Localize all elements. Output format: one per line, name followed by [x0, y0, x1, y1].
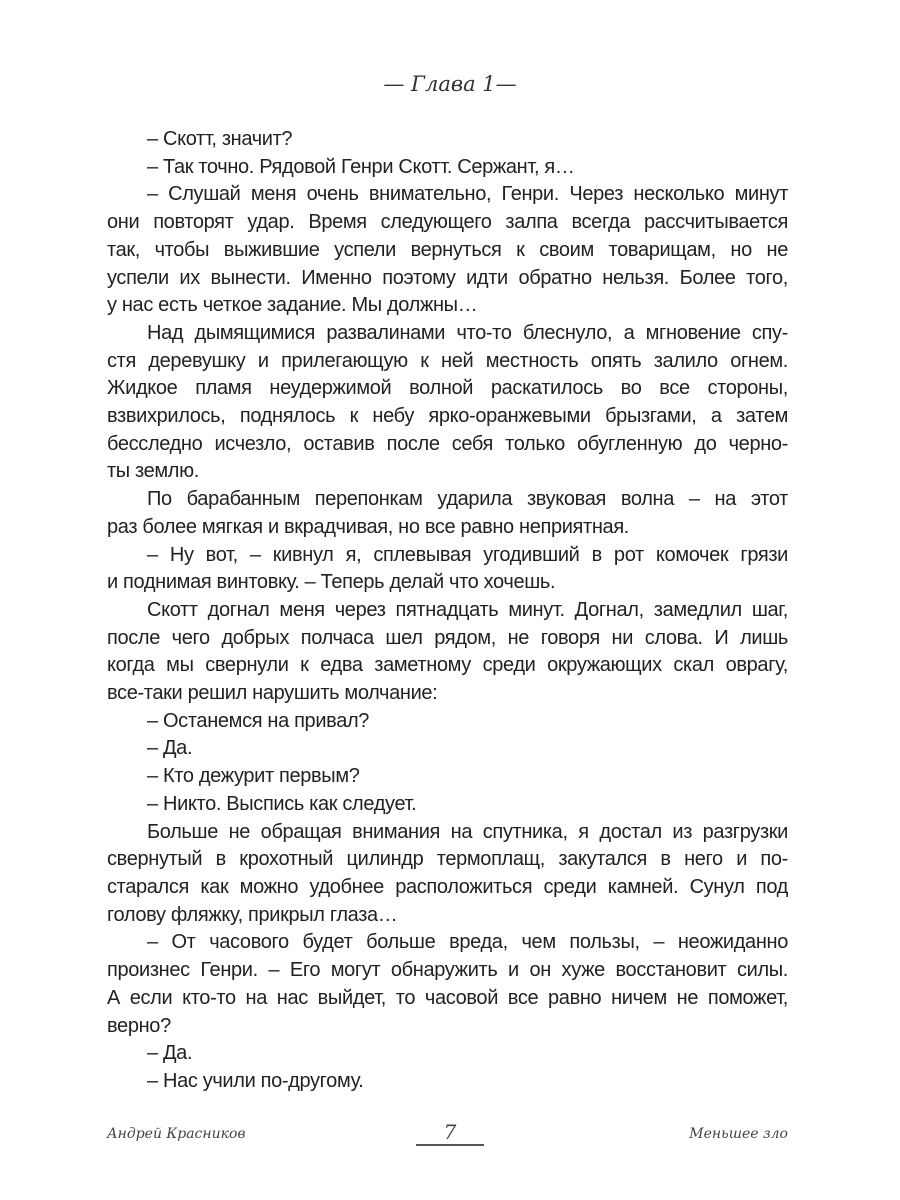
text-line: стя деревушку и прилегающую к ней местность опять залило огнем. [107, 349, 788, 372]
text-line: – Да. [147, 1042, 193, 1065]
paragraph [107, 708, 788, 736]
text-line: бесследно исчезло, оставив после себя только обугленную до черно- [107, 432, 788, 455]
text-line: – Ну вот, – кивнул я, сплевывая угодивший в рот комочек грязи [147, 543, 788, 566]
text-line: – Кто дежурит первым? [147, 765, 360, 788]
text-line: произнес Генри. – Его могут обнаружить и он хуже восстановит силы. [107, 959, 788, 982]
text-line: старался как можно удобнее расположиться среди камней. Сунул под [107, 875, 788, 898]
text-line: голову фляжку, прикрыл глаза… [107, 903, 398, 926]
paragraph [107, 320, 788, 486]
text-line: так, чтобы выжившие успели вернуться к своим товарищам, но не [107, 238, 788, 261]
text-line: верно? [107, 1014, 171, 1037]
paragraph [107, 929, 788, 1040]
text-line: успели их вынести. Именно поэтому идти обратно нельзя. Более того, [107, 266, 788, 289]
text-line: – Так точно. Рядовой Генри Скотт. Сержант, я… [147, 155, 575, 178]
text-line: Над дымящимися развалинами что-то блеснуло, а мгновение спу- [147, 321, 788, 344]
text-line: – Нас учили по-другому. [147, 1069, 364, 1092]
text-line: Жидкое пламя неудержимой волной раскатилось во все стороны, [107, 377, 788, 400]
text-line: Скотт догнал меня через пятнадцать минут. Догнал, замедлил шаг, [147, 598, 788, 621]
page-number: 7 [416, 1120, 485, 1146]
text-line: А если кто-то на нас выйдет, то часовой все равно ничем не поможет, [107, 986, 788, 1009]
paragraph [107, 791, 788, 819]
text-line: – Да. [147, 737, 193, 760]
paragraph [107, 542, 788, 597]
text-line: когда мы свернули к едва заметному среди окружающих скал оврагу, [107, 654, 788, 677]
paragraph [107, 597, 788, 708]
footer-author: Андрей Красников [107, 1126, 246, 1142]
paragraph [107, 819, 788, 930]
body-text [107, 126, 788, 1096]
paragraph [107, 763, 788, 791]
paragraph [107, 154, 788, 182]
paragraph [107, 735, 788, 763]
text-line: – Скотт, значит? [147, 128, 293, 150]
text-line: свернутый в крохотный цилиндр термоплащ, закутался в него и по- [107, 848, 788, 871]
text-line: ты землю. [107, 460, 199, 483]
text-line: после чего добрых полчаса шел рядом, не говоря ни слова. И лишь [107, 626, 788, 649]
text-line: – Слушай меня очень внимательно, Генри. Через несколько минут [147, 183, 788, 206]
text-line: у нас есть четкое задание. Мы должны… [107, 294, 478, 317]
text-line: Больше не обращая внимания на спутника, я достал из разгрузки [147, 820, 788, 843]
paragraph [107, 126, 788, 154]
text-line: – Никто. Выспись как следует. [147, 792, 417, 815]
text-line: По барабанным перепонкам ударила звуковая волна – на этот [147, 488, 788, 511]
paragraph [107, 181, 788, 320]
footer-book-title: Меньшее зло [689, 1126, 788, 1142]
text-line: раз более мягкая и вкрадчивая, но все равно неприятная. [107, 515, 630, 538]
text-line: взвихрилось, поднялось к небу ярко-оранжевыми брызгами, а затем [107, 405, 788, 428]
text-line: они повторят удар. Время следующего залпа всегда рассчитывается [107, 211, 788, 234]
chapter-heading: — Глава 1— [383, 72, 517, 96]
paragraph [107, 486, 788, 541]
paragraph [107, 1068, 788, 1096]
paragraph [107, 1040, 788, 1068]
text-line: – От часового будет больше вреда, чем пользы, – неожиданно [147, 931, 788, 954]
text-line: и поднимая винтовку. – Теперь делай что хочешь. [107, 571, 556, 594]
text-line: – Останемся на привал? [147, 709, 370, 732]
text-line: все-таки решил нарушить молчание: [107, 682, 438, 705]
